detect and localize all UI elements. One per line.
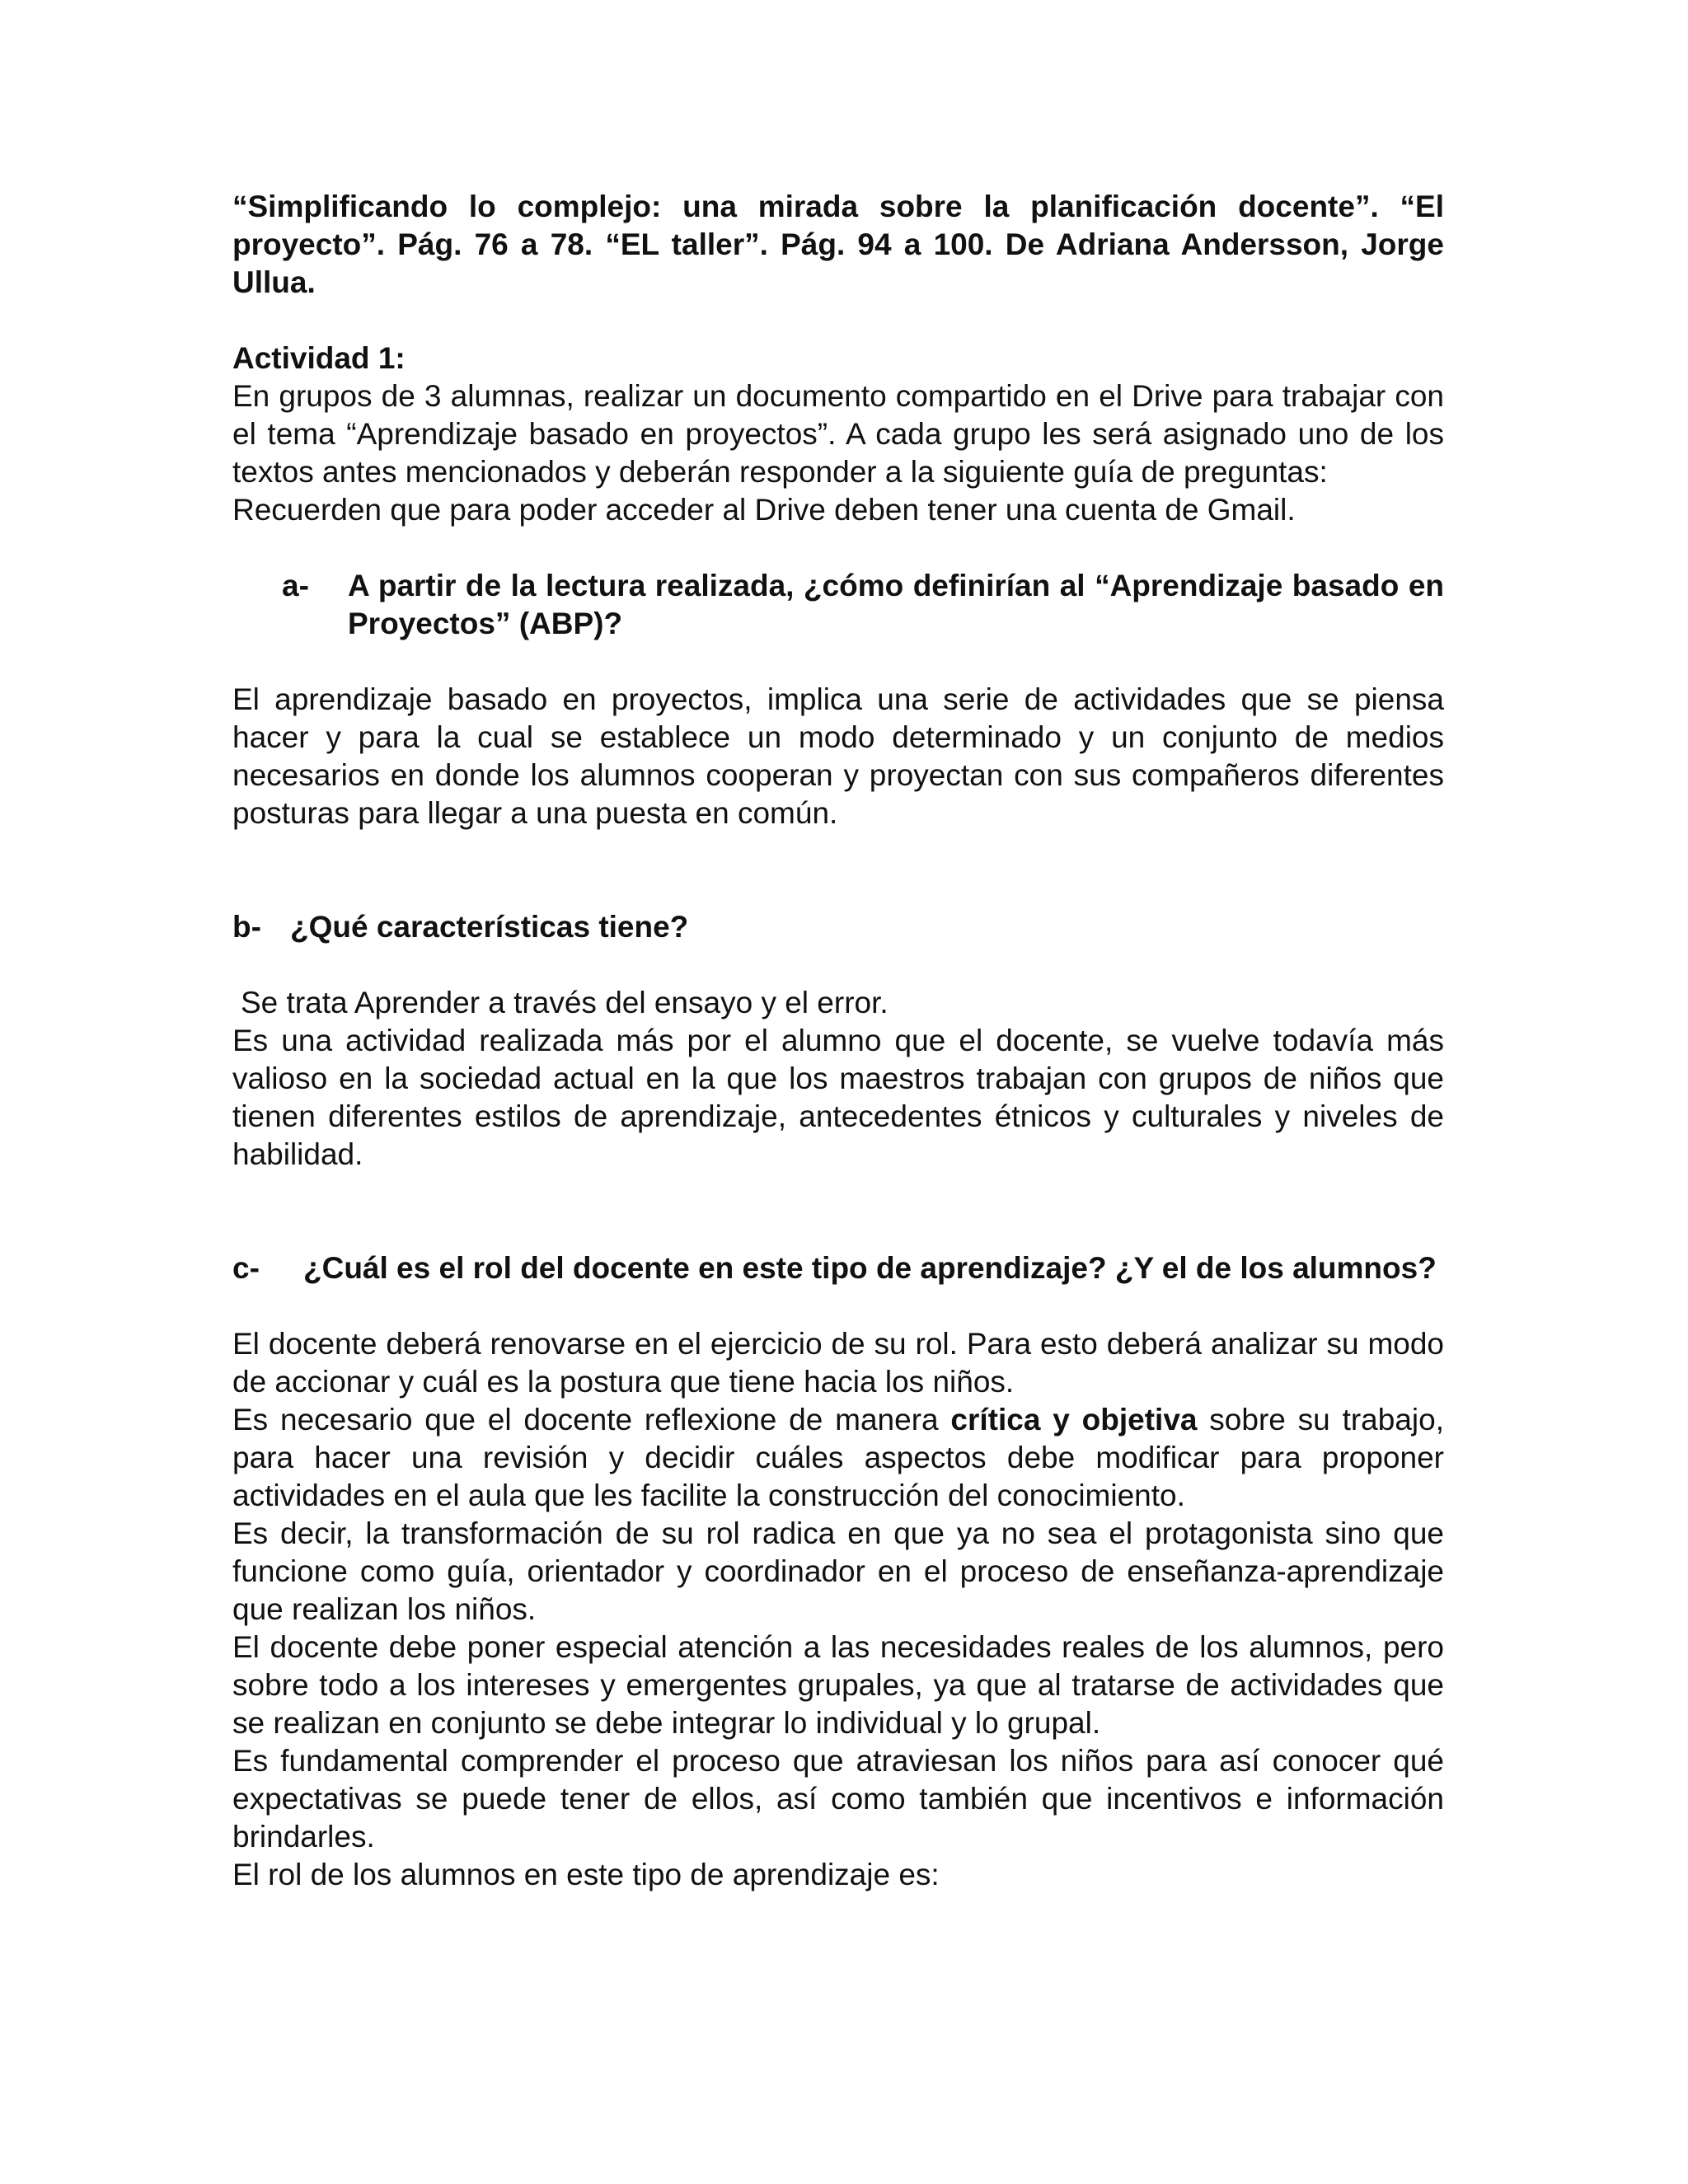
question-c-letter: c- (232, 1251, 260, 1285)
question-c (232, 1249, 1444, 1287)
activity-reminder: Recuerden que para poder acceder al Drive deben tener una cuenta de Gmail. (232, 493, 1296, 527)
question-b-letter: b- (232, 910, 261, 944)
answer-c-p2-before: Es necesario que el docente reflexione de manera (232, 1403, 951, 1436)
answer-c-p2-emphasis: crítica y objetiva (950, 1403, 1198, 1436)
answer-c-paragraph-5: Es fundamental comprender el proceso que atraviesan los niños para así conocer qué expectativas se puede tener de ellos, así como también que incentivos e información brindarles. (232, 1744, 1444, 1854)
answer-b-line1: Se trata Aprender a través del ensayo y el error. (241, 986, 889, 1019)
answer-a: El aprendizaje basado en proyectos, implica una serie de actividades que se piensa hacer y para la cual se establece un modo determinado y un conjunto de medios necesarios en donde los alumnos cooperan y proyectan con sus compañeros diferentes posturas para llegar a una puesta en común. (232, 682, 1444, 830)
question-b-text: ¿Qué características tiene? (290, 910, 689, 944)
question-a (282, 567, 1444, 643)
answer-c-paragraph-2 (232, 1401, 1444, 1515)
activity-heading: Actividad 1: (232, 341, 406, 375)
answer-b-paragraph: Es una actividad realizada más por el alumno que el docente, se vuelve todavía más valioso en la sociedad actual en la que los maestros trabajan con grupos de niños que tienen diferentes estilos de aprendizaje, antecedentes étnicos y culturales y niveles de habilidad. (232, 1024, 1444, 1171)
document-title: “Simplificando lo complejo: una mirada sobre la planificación docente”. “El proyecto”. Pág. 76 a 78. “EL taller”. Pág. 94 a 100. De Adriana Andersson, Jorge Ullua. (232, 190, 1444, 299)
activity-instructions: En grupos de 3 alumnas, realizar un documento compartido en el Drive para trabajar con el tema “Aprendizaje basado en proyectos”. A cada grupo les será asignado uno de los textos antes mencionados y deberán responder a la siguiente guía de preguntas: (232, 379, 1444, 489)
question-b (232, 908, 1444, 946)
answer-c-p2-after: sobre su trabajo, para hacer una revisión y decidir cuáles aspectos debe modificar para proponer actividades en el aula que les facilite la construcción del conocimiento. (232, 1403, 1444, 1512)
document-body (232, 188, 1444, 1894)
answer-c-paragraph-3: Es decir, la transformación de su rol radica en que ya no sea el protagonista sino que funcione como guía, orientador y coordinador en el proceso de enseñanza-aprendizaje que realizan los niños. (232, 1516, 1444, 1626)
answer-c-paragraph-6: El rol de los alumnos en este tipo de aprendizaje es: (232, 1858, 940, 1891)
question-a-text: A partir de la lectura realizada, ¿cómo definirían al “Aprendizaje basado en Proyectos” (ABP)? (348, 569, 1444, 640)
question-c-text: ¿Cuál es el rol del docente en este tipo de aprendizaje? ¿Y el de los alumnos? (303, 1251, 1437, 1285)
answer-c-paragraph-4: El docente debe poner especial atención a las necesidades reales de los alumnos, pero sobre todo a los intereses y emergentes grupales, ya que al tratarse de actividades que se realizan en conjunto se debe integrar lo individual y lo grupal. (232, 1630, 1444, 1740)
question-a-letter: a- (282, 569, 309, 602)
answer-c-paragraph-1: El docente deberá renovarse en el ejercicio de su rol. Para esto deberá analizar su modo de accionar y cuál es la postura que tiene hacia los niños. (232, 1327, 1444, 1399)
